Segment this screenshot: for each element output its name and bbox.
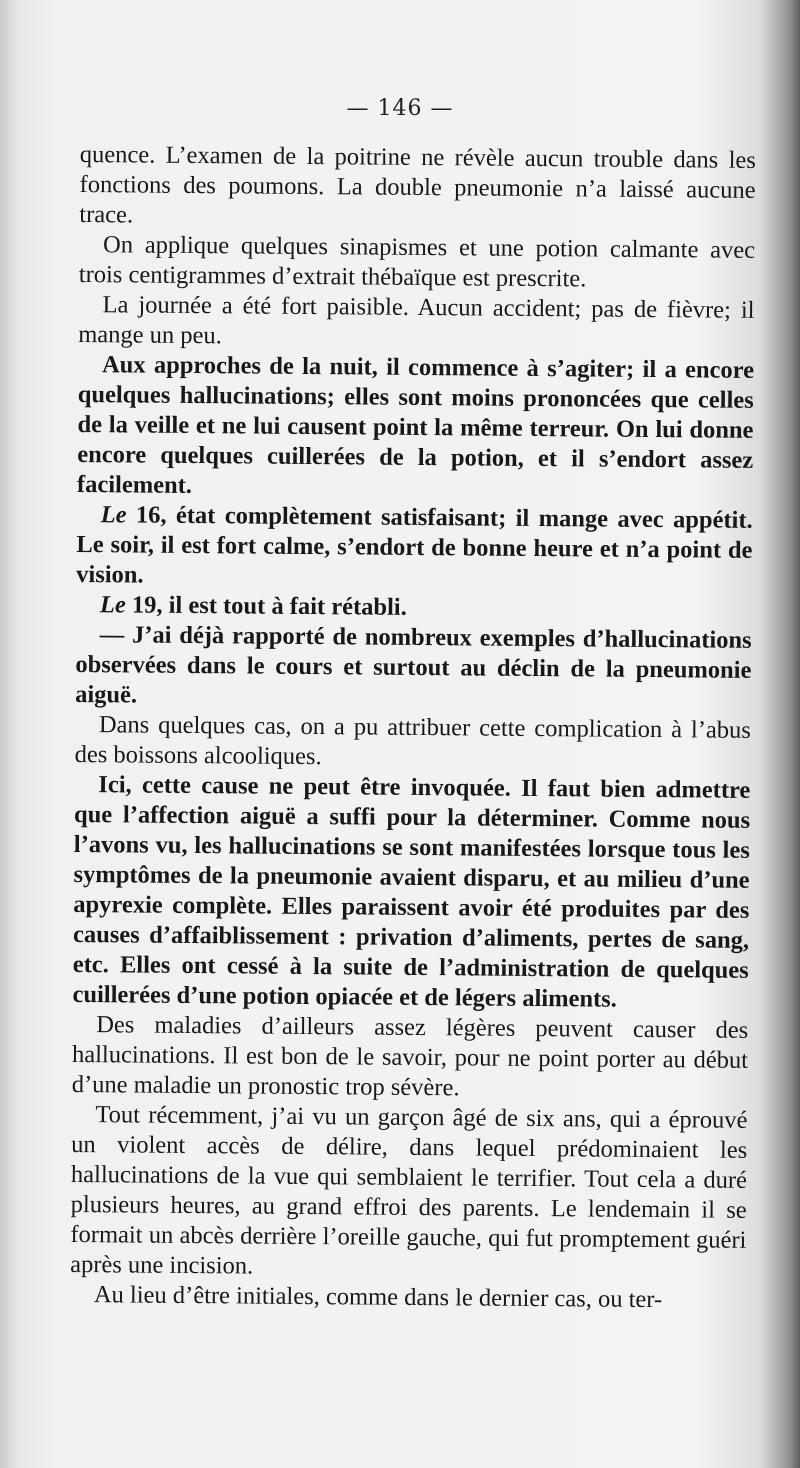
paragraph-11 (70, 1100, 748, 1286)
paragraph-6-text: 19, il est tout à fait rétabli. (125, 591, 407, 621)
paragraph-10-text: Des maladies d’ailleurs assez légères peuvent causer des hallucinations. Il est bon de le savoir, pour ne point porter au début d’une maladie un pronostic trop sévère. (71, 1011, 749, 1102)
paragraph-8-text: Dans quelques cas, on a pu attribuer cette complication à l’abus des boissons alcooliques. (74, 711, 751, 771)
paragraph-12-text: Au lieu d’être initiales, comme dans le dernier cas, ou ter- (93, 1281, 663, 1314)
paragraph-9 (72, 770, 750, 1016)
paragraph-7-text: — J’ai déjà rapporté de nombreux exemples d’hallucinations observées dans le cours et surtout au déclin de la pneumonie aiguë. (75, 621, 752, 709)
paragraph-12 (70, 1280, 746, 1316)
paragraph-7 (75, 620, 752, 716)
paragraph-11-text: Tout récemment, j’ai vu un garçon âgé de six ans, qui a éprouvé un violent accès de délire, dans lequel prédominaient les hallucinations de la vue qui semblaient le terrifier. Tout cela a duré plusieurs heures, au grand effroi des parents. Le lendemain il se formait un abcès derrière l’oreille gauche, qui fut promptement guéri après une incision. (70, 1101, 748, 1280)
paragraph-4 (77, 350, 754, 506)
paragraph-3 (78, 290, 754, 356)
date-label-16: Le (100, 501, 127, 529)
paragraph-5-text: 16, état complètement satisfaisant; il mange avec appétit. Le soir, il est fort calme, s’endort de bonne heure et n’a point de vision. (76, 501, 753, 589)
date-label-19: Le (99, 591, 126, 619)
paragraph-5 (76, 500, 753, 596)
paragraph-1-text: quence. L’examen de la poitrine ne révèle aucun trouble dans les fonctions des poumons. La double pneumonie n’a laissé aucune trace. (79, 140, 756, 229)
body-text (70, 140, 756, 1316)
paragraph-2-text: On applique quelques sinapismes et une potion calmante avec trois centigrammes d’extrait thébaïque est prescrite. (78, 231, 756, 293)
paragraph-3-text: La journée a été fort paisible. Aucun accident; pas de fièvre; il mange un peu. (78, 291, 755, 350)
paragraph-4-text: Aux approches de la nuit, il commence à s’agiter; il a encore quelques hallucinations; elles sont moins prononcées que celles de la veille et ne lui causent point la même terreur. On lui donne encore quelques cuillerées de la potion, et il s’endort assez facilement. (76, 351, 755, 499)
paragraph-1 (79, 140, 756, 236)
paragraph-9-text: Ici, cette cause ne peut être invoquée. Il faut bien admettre que l’affection aiguë a suffi pour la déterminer. Comme nous l’avons vu, les hallucinations se sont manifestées lorsque tous les symptômes de la pneumonie avaient disparu, et au milieu d’une apyrexie complète. Elles paraissent avoir été produites par des causes d’affaiblissement : privation d’aliments, pertes de sang, etc. Elles ont cessé à la suite de l’administration de quelques cuillerées d’une potion opiacée et de légers aliments. (72, 771, 751, 1013)
paragraph-2 (79, 230, 755, 296)
page-number: — 146 — (346, 96, 454, 121)
paragraph-8 (75, 710, 751, 776)
paragraph-10 (72, 1010, 749, 1106)
